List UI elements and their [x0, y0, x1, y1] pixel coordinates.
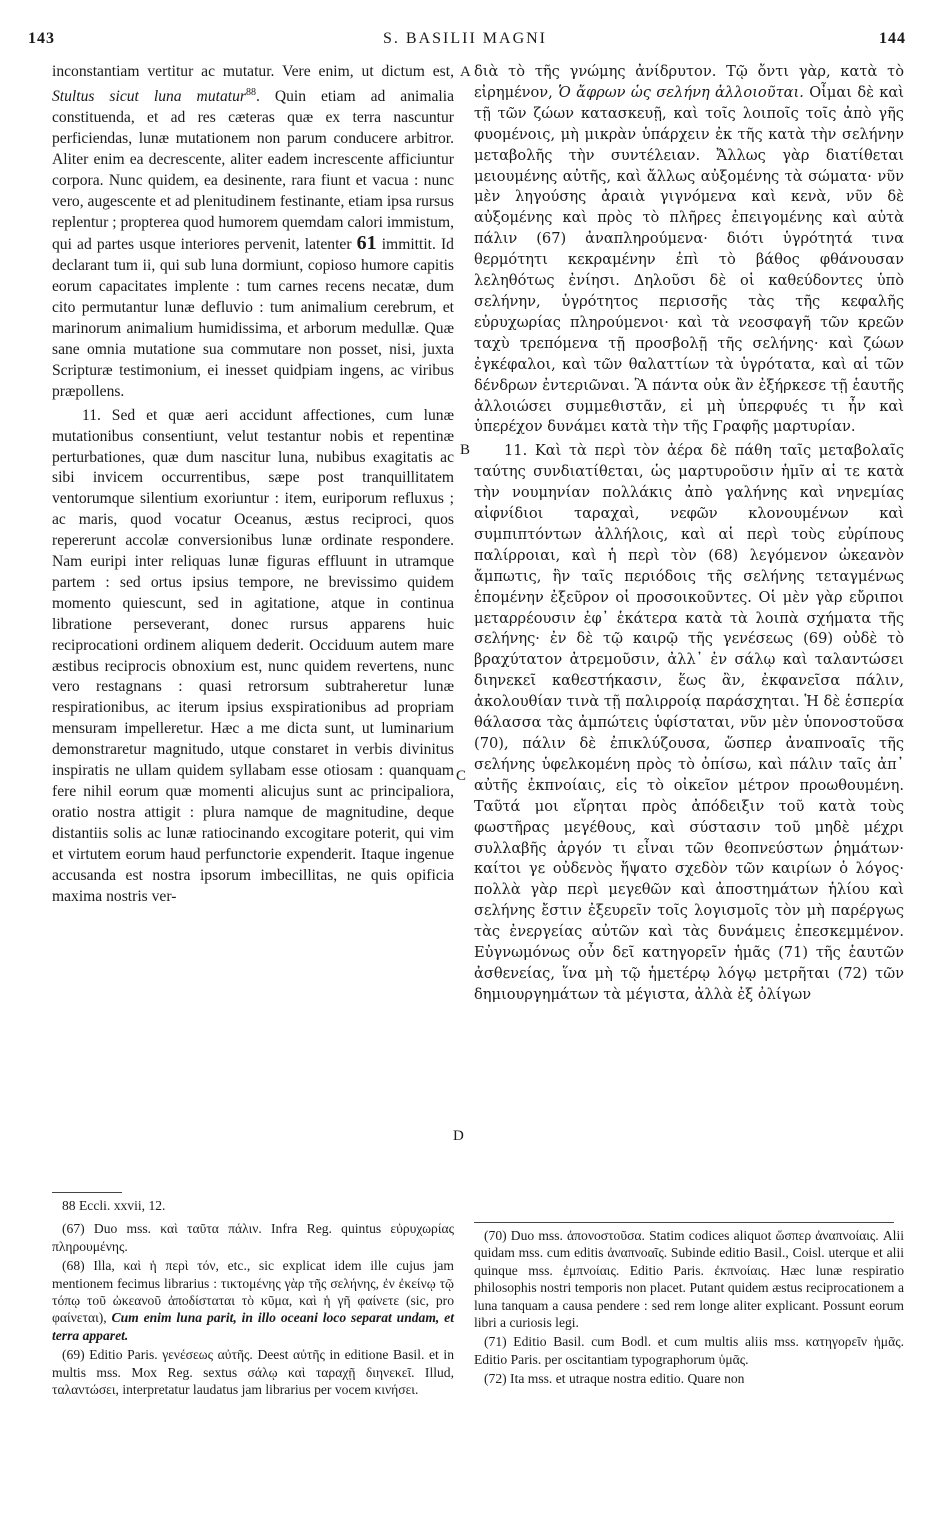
latin-paragraph-11: 11. Sed et quæ aeri accidunt affectiones, cum lunæ mutationibus consentiunt, velut testantur nobis et repentinæ perturbationes, quæ dum nascitur luna, nubibus exagitatis ac sibi invicem occurrentibus, sæpe post tranquillitatem ventorumque silentium exoriuntur : item, euriporum refluxus ; ac maris, quod vocatur Oceanus, æstus reciproci, quos repererunt accolæ conversionibus lunæ ordinate respondere. Nam euripi inter reliquas lunæ figuras effluunt in utramque partem : sed ortus ipsius tempore, ne brevissimo quidem momento quiescunt, sed in agitatione, atque in continua libratione perseverant, donec rursus apparens huic reciprocationi ordinem aliquem dederit. Occiduum autem mare æstibus reciprocis obnoxium est, nunc quidem revertens, nunc vero restagnans : quasi retrorsum subtraheretur lunæ respirationibus, ac iterum ipsius exspirationibus ad propriam mensuram impelleretur. Hæc a me dicta sunt, ut luminarium demonstraretur magnitudo, utque constaret in verbis divinitus inspiratis ne ullam quidem syllabam esse otiosam : quanquam fere nihil eorum quæ momenti alicujus sunt ac principaliora, oratio nostra attigit : plura namque de magnitudine, deque distantiis solis ac lunæ ratiocinando excogitare poterit, qui vim et virtutem eorum haud perfunctorie expenderit. Itaque ingenue accusanda est nostra ipsorum imbecillitas, ne quis opificia maxima nostris ver-	[52, 406, 454, 905]
running-header	[0, 30, 930, 54]
footnotes-right	[474, 1227, 904, 1390]
greek-column	[474, 62, 904, 1006]
greek-p1-text-a: διὰ τὸ τῆς γνώμης ἀνίδρυτον. Τῷ ὄντι γὰρ, κατὰ τὸ εἰρημένον,	[474, 63, 904, 101]
margin-marker-b: B	[460, 442, 471, 458]
margin-marker-d: D	[453, 1128, 464, 1144]
footnote-68	[52, 1257, 454, 1344]
margin-marker-a: A	[460, 64, 471, 80]
margin-marker-c: C	[456, 768, 467, 784]
right-page-number: 144	[879, 30, 906, 47]
footnote-69: (69) Editio Paris. γενέσεως αὐτῆς. Deest αὐτῆς in editione Basil. et in multis mss. Mox Reg. sextus σάλῳ καὶ ταραχῇ διηνεκεῖ. Illud, ταλαντώσει, interpretatur laudatus jam librarius per vocem κινήσει.	[52, 1347, 454, 1398]
footnote-70: (70) Duo mss. ἀπονοστοῦσα. Statim codices aliquot ὥσπερ ἀναπνοίαις. Alii quidam mss. cum editis ἀναπνοαῖς. Subinde editio Basil., Coisl. uterque et alii quinque mss. ἐμπνοίαις. Editio Paris. ἐκπνοίαις. Hæc lunæ respiratio philosophis nostri temporis non placet. Putant quidem æstus reciprocationem a luna tanquam a causa pendere : sed rem longe aliter explicant. Possunt eorum libri a curiosis legi.	[474, 1228, 904, 1331]
footnote-67: (67) Duo mss. καὶ ταῦτα πάλιν. Infra Reg. quintus εὐρυχωρίας πληρουμένης.	[52, 1221, 454, 1254]
latin-p1-text-b: . Quin etiam ad animalia constituenda, et ad res cæteras quæ ex terra nascuntur perficiendas, lunæ mutationem non parum conducere arbitror. Aliter enim ea decrescente, aliter eadem increscente afficiuntur corpora. Nunc quidem, ea desinente, rara fiunt et vacua : nunc vero, augescente et ad plenitudinem festinante, etiam ipsa rursus replentur ; propterea quod humorem quemdam calori immistum, qui ad partes usque interiores pervenit, latenter	[52, 88, 454, 254]
footnote-rule-right	[474, 1222, 894, 1223]
greek-paragraph-1	[474, 62, 904, 438]
latin-paragraph-1	[52, 62, 454, 403]
latin-p1-text-a: inconstantiam vertitur ac mutatur. Vere enim, ut dictum est,	[52, 63, 454, 80]
greek-paragraph-11: 11. Καὶ τὰ περὶ τὸν ἀέρα δὲ πάθη ταῖς μεταβολαῖς ταύτης συνδιατίθεται, ὡς μαρτυροῦσιν ἡμῖν αἱ τε κατὰ τὴν νουμηνίαν πολλάκις ἀπὸ γαλήνης καὶ νηνεμίας αἰφνίδιοι ταραχαὶ, νεφῶν κλονουμένων καὶ συμπιπτόντων ἀλλήλοις, καὶ αἱ περὶ τοὺς εὐρίπους παλίρροιαι, καὶ ἡ περὶ τὸν (68) λεγόμενον ὠκεανὸν ἄμπωτις, ἣν ταῖς περιόδοις τῆς σελήνης τεταγμένως ἑπομένην ἐξεῦρον οἱ προσοικοῦντες. Οἱ μὲν γὰρ εὔριποι μεταρρέουσιν ἐφ᾽ ἑκάτερα κατὰ τὰ λοιπὰ σχήματα τῆς σελήνης· ἐν δὲ τῷ καιρῷ τῆς γενέσεως (69) οὐδὲ τὸ βραχύτατον ἀτρεμοῦσιν, ἀλλ᾽ ἐν σάλῳ καὶ ταλαντώσει διηνεκεῖ καθεστήκασιν, ἕως ἂν, ἐκφανεῖσα πάλιν, ἀκολουθίαν τινὰ τῇ παλιρροίᾳ παράσχηται. Ἡ δὲ ἑσπερία θάλασσα τὰς ἀμπώτεις ὑφίσταται, νῦν μὲν ὑπονοστοῦσα (70), πάλιν δὲ ἐπικλύζουσα, ὥσπερ ἀναπνοαῖς τῆς σελήνης ὑφελκομένη πρὸς τὸ ὀπίσω, καὶ πάλιν ταῖς ἀπ᾽ αὐτῆς ἐκπνοίαις, εἰς τὸ οἰκεῖον μέτρον προωθουμένη. Ταῦτά μοι εἴρηται πρὸς ἀπόδειξιν τοῦ κατὰ τοὺς φωστῆρας μεγέθους, καὶ σύστασιν τοῦ μηδὲ μέχρι συλλαβῆς ἀργόν τι εἶναι τῶν θεοπνεύστων ῥημάτων· καίτοι γε οὐδενὸς ἥψατο σχεδὸν τῶν καιρίων ὁ λόγος· πολλὰ γὰρ περὶ μεγεθῶν καὶ ἀποστημάτων ἡλίου καὶ σελήνης ἔστιν ἐξευρεῖν τοῖς λογισμοῖς τὸν μὴ παρέργως τὰς ἐνεργείας αὐτῶν καὶ τὰς δυνάμεις ἐπεσκεμμένον. Εὐγνωμόνως οὖν δεῖ κατηγορεῖν ἡμᾶς (71) τῆς ἑαυτῶν ἀσθενείας, ἵνα μὴ τῷ ἡμετέρῳ λόγῳ μετρῆται (72) τῶν δημιουργημάτων τὰ μέγιστα, ἀλλὰ ἐξ ὀλίγων	[474, 442, 904, 1003]
latin-p1-text-c: immittit. Id declarant tum ii, qui sub luna dormiunt, copioso humore capitis eorum capacitates implente : tum carnes recens necatæ, dum cito permutantur lunæ defluvio : tum animalium cerebrum, et marinorum animalium humidissima, et arborum medullæ. Quæ sane omnia mutatione sua commutare non posset, nisi, juxta Scripturæ testimonium, ei inesset quidpiam ingens, ac viribus præpollens.	[52, 236, 454, 400]
footnotes-left	[52, 1197, 454, 1400]
footnote-rule-left	[52, 1192, 122, 1193]
latin-p1-scripture-quote: Stultus sicut luna mutatur	[52, 88, 246, 106]
footnote-68-translation: Cum enim luna parit, in illo oceani loco separat undam, et terra apparet.	[52, 1310, 454, 1343]
footnote-71: (71) Editio Basil. cum Bodl. et cum multis aliis mss. κατηγορεῖν ἡμᾶς. Editio Paris. per oscitantiam typographorum ὑμᾶς.	[474, 1334, 904, 1367]
latin-column	[52, 62, 454, 907]
footnote-88: 88 Eccli. xxvii, 12.	[62, 1198, 166, 1213]
greek-p1-text-b: Οἶμαι δὲ καὶ τῇ τῶν ζώων κατασκευῇ, καὶ τοῖς λοιποῖς τοῖς ἀπὸ γῆς φυομένοις, μὴ μικρὰν ὑπάρχειν ἐκ τῆς κατὰ τὴν σελήνην μεταβολῆς τὴν συντέλειαν. Ἄλλως γὰρ διατίθεται μειουμένης αὐτῆς, καὶ ἄλλως αὐξομένης τὰ σώματα· νῦν μὲν ληγούσης ἀραιὰ γιγνόμενα καὶ κενὰ, νῦν δὲ αὐξομένης καὶ πρὸς τὸ πλῆρες ἐπειγομένης καὶ αὐτὰ πάλιν (67) ἀναπληρούμενα· διότι ὑγρότητά τινα θερμότητι κεκραμένην ἐπὶ τὸ βάθος φθάνουσαν λεληθότως ἐνίησι. Δηλοῦσι δὲ οἱ καθεύδοντες ὑπὸ σελήνην, ὑγρότητος περισσῆς τὰς τῆς κεφαλῆς εὐρυχωρίας πληρούμενοι· καὶ τὰ νεοσφαγῆ τῶν κρεῶν ταχὺ τρεπόμενα τῇ προσβολῇ τῆς σελήνης· καὶ ζώων ἐγκέφαλοι, καὶ τῶν θαλαττίων τὰ ὑγρότατα, καὶ αἱ τῶν δένδρων ἐντεριῶναι. Ἃ πάντα οὐκ ἂν ἐξήρκεσε τῇ ἑαυτῆς ἀλλοιώσει συμμεθιστᾶν, εἰ μὴ ὑπερφυές τι ἦν καὶ ὑπερέχον δυνάμει κατὰ τὴν τῆς Γραφῆς μαρτυρίαν.	[474, 83, 905, 436]
latin-p1-reference: 88	[245, 86, 256, 98]
running-title: S. BASILII MAGNI	[383, 30, 547, 47]
column-number-61: 61	[356, 232, 377, 255]
greek-p1-scripture-quote: Ὁ ἄφρων ὡς σελήνη ἀλλοιοῦται.	[558, 83, 804, 101]
left-page-number: 143	[28, 30, 55, 47]
footnote-68-text: (68) Illa, καὶ ἡ περὶ τόν, etc., sic explicat idem ille cujus jam mentionem fecimus librarius : τικτομένης γὰρ τῆς σελήνης, ἐν ἐκείνῳ τῷ τόπῳ τοῦ ὠκεανοῦ ἀποδίσταται τὸ κῦμα, καὶ ἡ γῆ φαίνετε (sic, pro φαίνεται),	[52, 1258, 454, 1326]
footnote-72: (72) Ita mss. et utraque nostra editio. Quare non	[484, 1371, 745, 1387]
